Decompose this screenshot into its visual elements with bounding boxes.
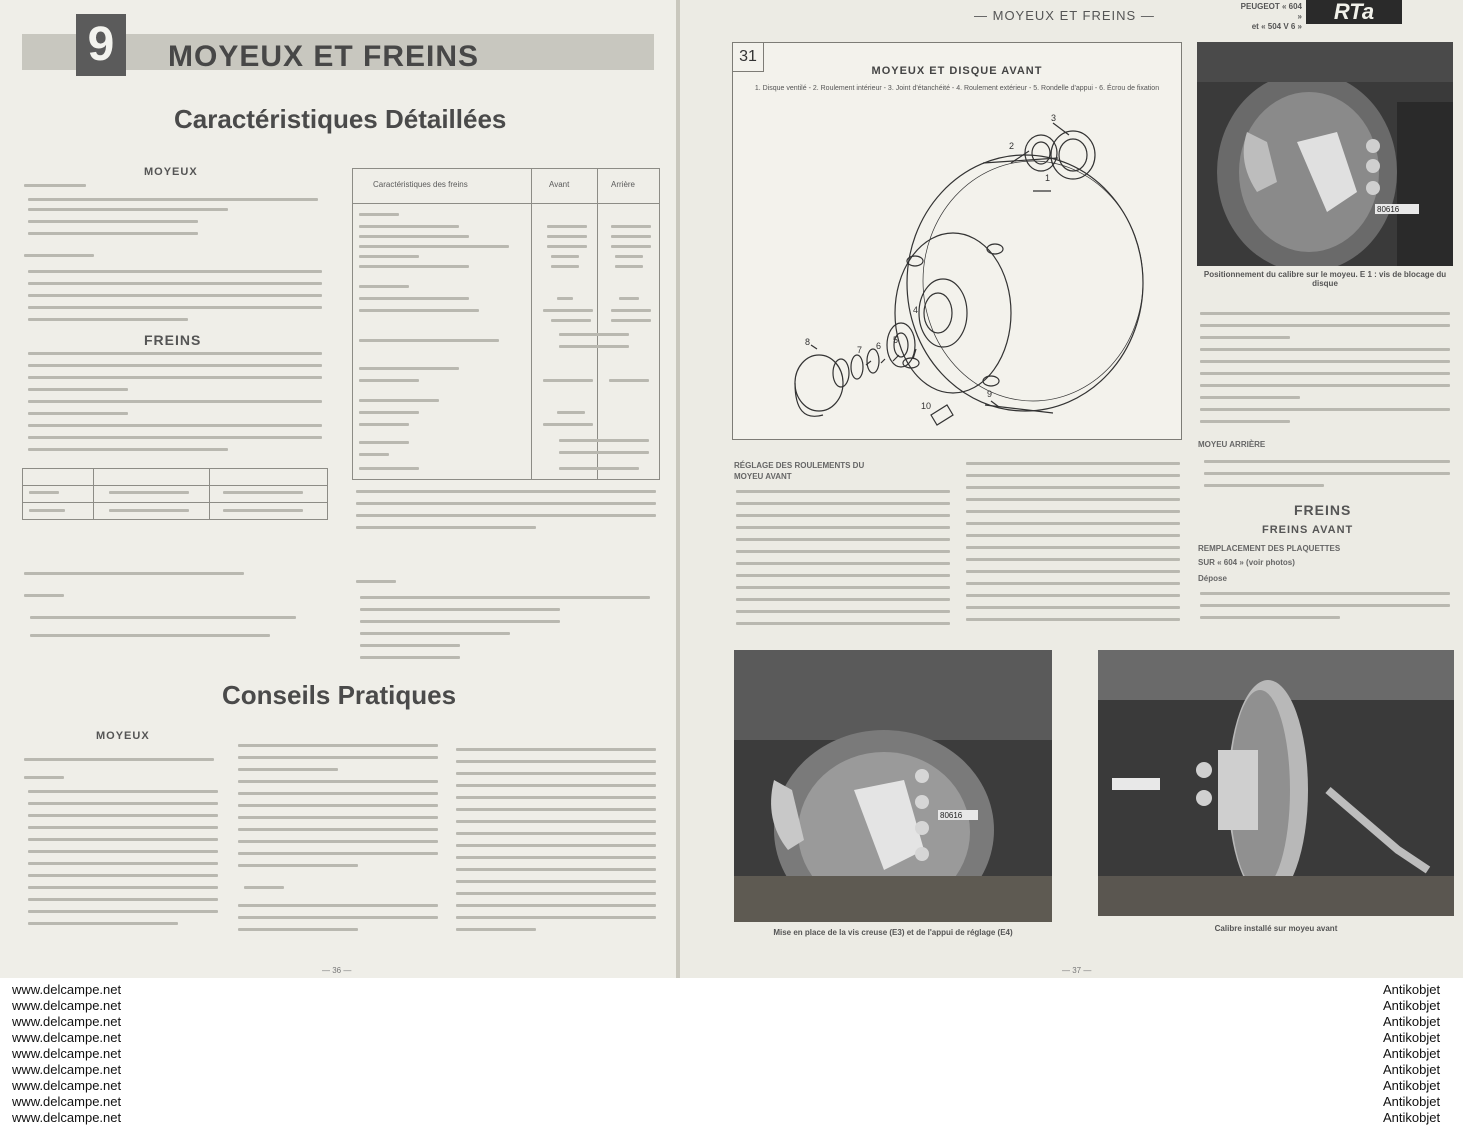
model-label bbox=[1234, 2, 1302, 32]
watermark-right-1: Antikobjet bbox=[1383, 982, 1441, 997]
callout-4: 4 bbox=[913, 305, 919, 315]
figure-legend: 1. Disque ventilé - 2. Roulement intérieur - 3. Joint d'étanchéité - 4. Roulement extérieur - 5. Rondelle d'appui - 6. Écrou de fixation bbox=[754, 85, 1160, 92]
left-page bbox=[0, 0, 676, 978]
watermark-left-8: www.delcampe.net bbox=[12, 1094, 122, 1109]
watermark-left-6: www.delcampe.net bbox=[12, 1062, 122, 1077]
photo-2-code: 80616 bbox=[940, 811, 963, 820]
photo-2-caption: Mise en place de la vis creuse (E3) et de l'appui de réglage (E4) bbox=[773, 928, 1013, 937]
photo-1-code: 80616 bbox=[1377, 205, 1400, 214]
subheading-reglage: RÉGLAGE DES ROULEMENTS DU MOYEU AVANT bbox=[734, 461, 865, 481]
chapter-number: 9 bbox=[76, 14, 126, 76]
callout-6: 6 bbox=[876, 341, 882, 351]
watermark-right-8: Antikobjet bbox=[1383, 1094, 1441, 1109]
photo-1-image bbox=[1197, 42, 1453, 266]
watermark-left-2: www.delcampe.net bbox=[12, 998, 122, 1013]
photo-3-caption: Calibre installé sur moyeu avant bbox=[1214, 924, 1338, 933]
figure-number: 31 bbox=[733, 43, 764, 72]
watermark-left-4: www.delcampe.net bbox=[12, 1030, 122, 1045]
page-number-right: — 37 — bbox=[1062, 966, 1092, 975]
photo-3-image bbox=[1098, 650, 1454, 916]
photo-gauge-installed bbox=[1098, 650, 1454, 916]
watermark-right-4: Antikobjet bbox=[1383, 1030, 1441, 1045]
brake-spec-table-header bbox=[353, 169, 659, 204]
photo-hollow-screw bbox=[734, 650, 1052, 922]
watermark-left-9: www.delcampe.net bbox=[12, 1110, 122, 1125]
watermark-left-7: www.delcampe.net bbox=[12, 1078, 122, 1093]
callout-1: 1 bbox=[1045, 173, 1051, 183]
callout-7: 7 bbox=[857, 345, 863, 355]
table-header-caracteristiques: Caractéristiques des freins bbox=[373, 180, 468, 189]
figure-31 bbox=[732, 42, 1182, 440]
figure-title: MOYEUX ET DISQUE AVANT bbox=[871, 65, 1043, 77]
hub-disc-diagram bbox=[733, 43, 1181, 439]
watermark-right-5: Antikobjet bbox=[1383, 1046, 1441, 1061]
model-line-2: et « 504 V 6 » bbox=[1251, 22, 1302, 31]
model-line-1: PEUGEOT « 604 » bbox=[1240, 2, 1302, 21]
callout-8: 8 bbox=[805, 337, 811, 347]
watermark-right-9: Antikobjet bbox=[1383, 1110, 1441, 1125]
callout-2: 2 bbox=[1009, 141, 1015, 151]
subheading-freins-avant: FREINS AVANT bbox=[1262, 524, 1354, 536]
photo-caliper-positioning bbox=[1197, 42, 1453, 266]
photo-1-caption: Positionnement du calibre sur le moyeu. E 1 : vis de blocage du disque bbox=[1203, 270, 1447, 288]
running-header: — MOYEUX ET FREINS — bbox=[974, 8, 1155, 23]
callout-5: 5 bbox=[893, 335, 899, 345]
watermark-right-6: Antikobjet bbox=[1383, 1062, 1441, 1077]
watermark-right-2: Antikobjet bbox=[1383, 998, 1441, 1013]
table-header-avant: Avant bbox=[549, 180, 570, 189]
small-spec-table bbox=[22, 468, 328, 520]
subheading-moyeux: MOYEUX bbox=[144, 166, 198, 178]
watermark-left-5: www.delcampe.net bbox=[12, 1046, 122, 1061]
page-number-left: — 36 — bbox=[322, 966, 352, 975]
watermark-left-1: www.delcampe.net bbox=[12, 982, 122, 997]
callout-9: 9 bbox=[987, 389, 993, 399]
rta-logo: RTa bbox=[1306, 0, 1402, 24]
section-title: Caractéristiques Détaillées bbox=[174, 104, 507, 134]
subheading-freins: FREINS bbox=[144, 332, 202, 348]
photo-2-image bbox=[734, 650, 1052, 922]
subheading-freins-right: FREINS bbox=[1294, 502, 1352, 518]
chapter-title: MOYEUX ET FREINS bbox=[168, 40, 480, 73]
subheading-depose: Dépose bbox=[1198, 574, 1227, 583]
watermark-right-3: Antikobjet bbox=[1383, 1014, 1441, 1029]
callout-3: 3 bbox=[1051, 113, 1057, 123]
subheading-moyeux-2: MOYEUX bbox=[96, 730, 150, 742]
callout-10: 10 bbox=[921, 401, 932, 411]
watermark-left-3: www.delcampe.net bbox=[12, 1014, 122, 1029]
subheading-plaquettes: REMPLACEMENT DES PLAQUETTES bbox=[1198, 544, 1341, 553]
section-title-conseils: Conseils Pratiques bbox=[222, 680, 457, 710]
subheading-moyeu-arriere: MOYEU ARRIÈRE bbox=[1198, 440, 1266, 449]
brake-spec-table bbox=[352, 168, 660, 480]
watermark-right-7: Antikobjet bbox=[1383, 1078, 1441, 1093]
table-header-arriere: Arrière bbox=[611, 180, 636, 189]
subheading-604: SUR « 604 » (voir photos) bbox=[1198, 558, 1295, 567]
